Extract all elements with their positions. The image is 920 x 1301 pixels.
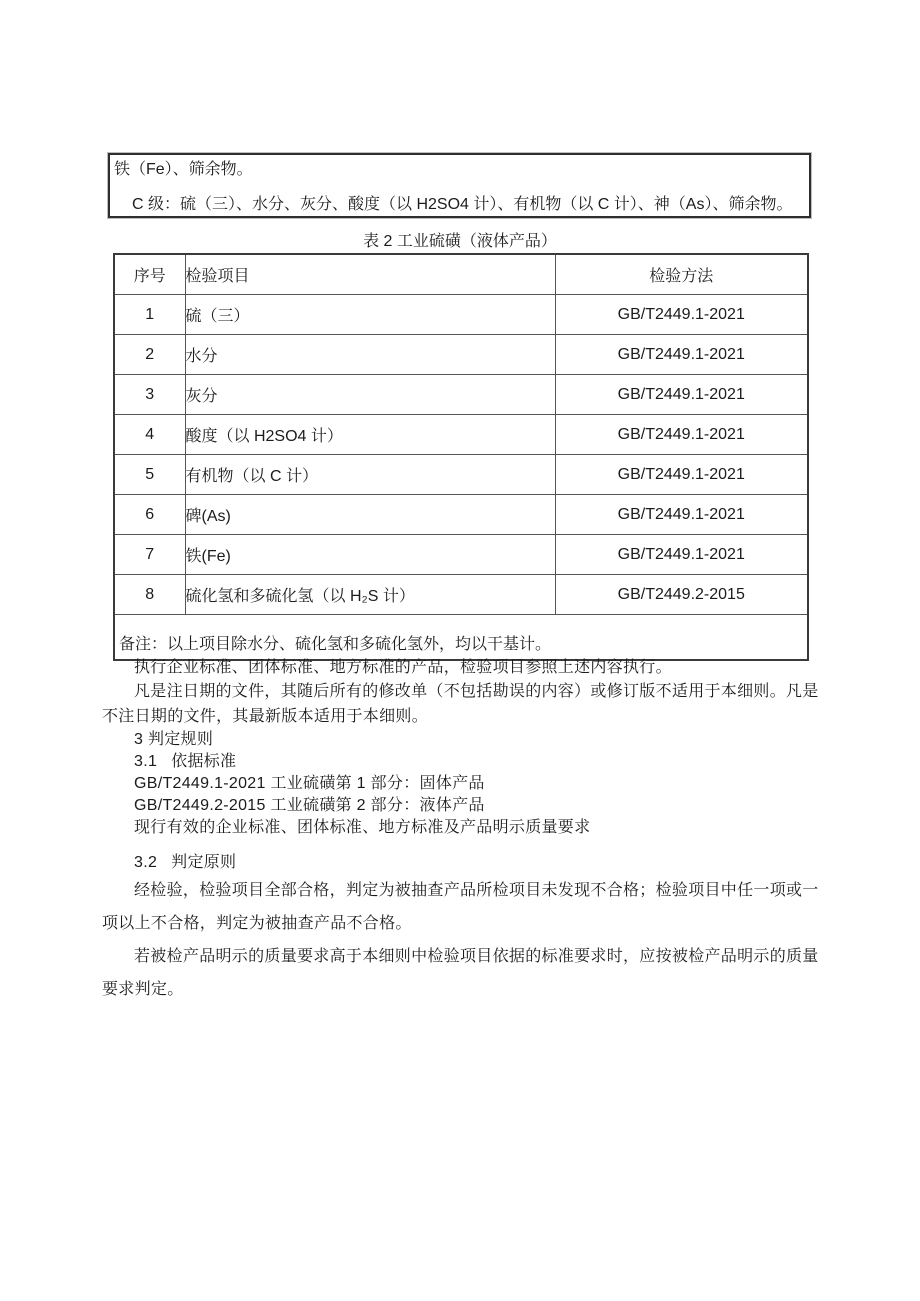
cell-item: 硫化氢和多硫化氢（以 H₂S 计） — [185, 575, 555, 615]
cell-item: 碑(As) — [185, 495, 555, 535]
cell-method: GB/T2449.1-2021 — [555, 295, 808, 335]
table-row — [114, 415, 808, 455]
table-title: 表 2 工业硫磺（液体产品） — [363, 233, 557, 250]
cell-item: 酸度（以 H2SO4 计） — [185, 415, 555, 455]
table-header-row — [114, 254, 808, 295]
section-3-2-number: 3.2 — [134, 854, 158, 871]
cell-method: GB/T2449.1-2021 — [555, 535, 808, 575]
table-row — [114, 335, 808, 375]
table-note: 备注：以上项目除水分、硫化氢和多硫化氢外，均以干基计。 — [114, 615, 808, 661]
paragraph-dated-documents: 凡是注日期的文件，其随后所有的修改单（不包括勘误的内容）或修订版不适用于本细则。凡是不注日期的文件，其最新版本适用于本细则。 — [102, 683, 819, 725]
cell-no: 3 — [114, 375, 185, 415]
standard-reference-2: GB/T2449.2-2015 工业硫磺第 2 部分：液体产品 — [134, 797, 485, 814]
grade-box-line-2: C 级：硫（三）、水分、灰分、酸度（以 H2SO4 计）、有机物（以 C 计）、神（As）、筛余物。 — [132, 196, 793, 213]
table-row — [114, 455, 808, 495]
cell-item: 硫（三） — [185, 295, 555, 335]
table-row — [114, 295, 808, 335]
header-serial-number: 序号 — [114, 254, 185, 295]
table-row — [114, 495, 808, 535]
section-3-2-heading — [102, 852, 820, 874]
cell-method: GB/T2449.1-2021 — [555, 495, 808, 535]
grade-requirements-box — [108, 153, 811, 218]
cell-method: GB/T2449.1-2021 — [555, 335, 808, 375]
cell-item: 灰分 — [185, 375, 555, 415]
cell-no: 5 — [114, 455, 185, 495]
cell-no: 6 — [114, 495, 185, 535]
cell-item: 水分 — [185, 335, 555, 375]
section-3-1-number: 3.1 — [134, 753, 158, 770]
cell-item: 有机物（以 C 计） — [185, 455, 555, 495]
section-3-heading: 3 判定规则 — [134, 731, 214, 748]
cell-item: 铁(Fe) — [185, 535, 555, 575]
section-3-1-label: 依据标准 — [171, 753, 237, 770]
cell-no: 1 — [114, 295, 185, 335]
cell-no: 8 — [114, 575, 185, 615]
section-3-1-heading — [102, 751, 820, 773]
cell-no: 2 — [114, 335, 185, 375]
table-row — [114, 535, 808, 575]
paragraph-execution: 执行企业标准、团体标准、地方标准的产品，检验项目参照上述内容执行。 — [134, 659, 672, 676]
cell-method: GB/T2449.1-2021 — [555, 455, 808, 495]
cell-method: GB/T2449.1-2021 — [555, 375, 808, 415]
body-text — [102, 657, 820, 1006]
cell-method: GB/T2449.1-2021 — [555, 415, 808, 455]
cell-no: 4 — [114, 415, 185, 455]
header-inspection-method: 检验方法 — [555, 254, 808, 295]
paragraph-judgement-2: 若被检产品明示的质量要求高于本细则中检验项目依据的标准要求时，应按被检产品明示的质量要求判定。 — [102, 948, 819, 998]
table-row — [114, 375, 808, 415]
grade-box-line-1: 铁（Fe）、筛余物。 — [114, 161, 253, 178]
table-row — [114, 575, 808, 615]
standard-reference-3: 现行有效的企业标准、团体标准、地方标准及产品明示质量要求 — [134, 819, 591, 836]
section-3-2-label: 判定原则 — [171, 854, 237, 871]
table-note-row — [114, 615, 808, 661]
inspection-items-table — [113, 253, 809, 661]
standard-reference-1: GB/T2449.1-2021 工业硫磺第 1 部分：固体产品 — [134, 775, 485, 792]
paragraph-judgement-1: 经检验，检验项目全部合格，判定为被抽查产品所检项目未发现不合格；检验项目中任一项或一项以上不合格，判定为被抽查产品不合格。 — [102, 882, 819, 932]
cell-method: GB/T2449.2-2015 — [555, 575, 808, 615]
header-inspection-item: 检验项目 — [185, 254, 555, 295]
cell-no: 7 — [114, 535, 185, 575]
